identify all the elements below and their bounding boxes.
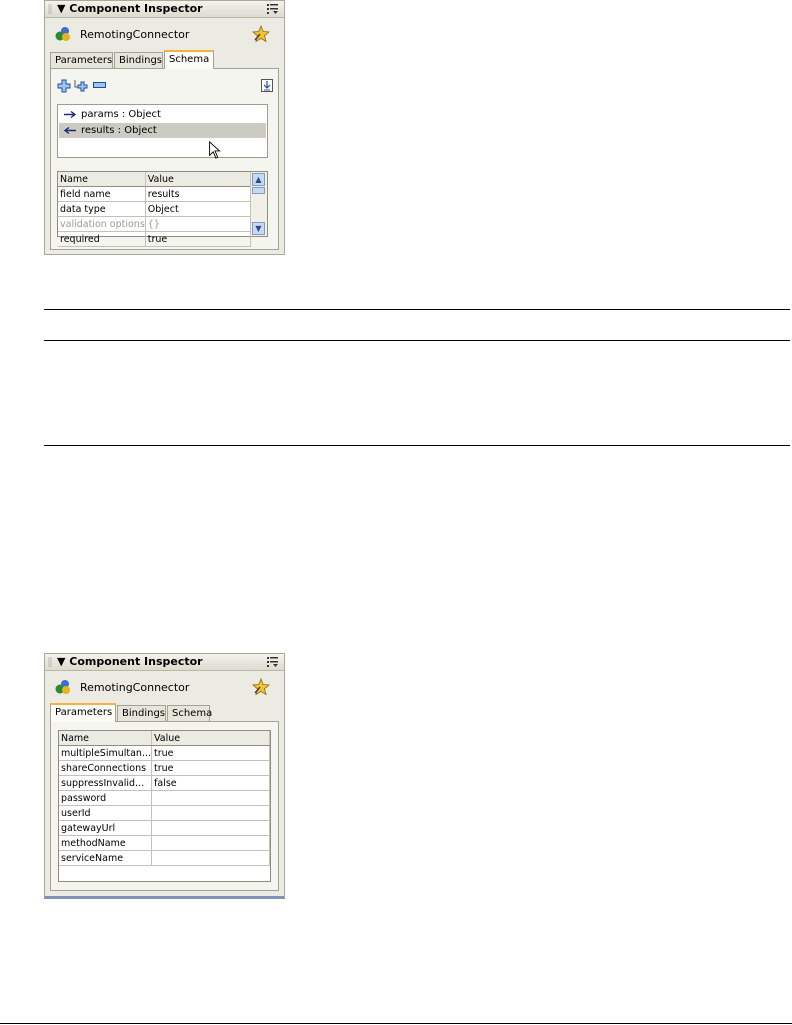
grid-cell-name: serviceName bbox=[59, 851, 152, 866]
options-menu-icon[interactable] bbox=[267, 3, 279, 14]
panel-title-label: Component Inspector bbox=[69, 655, 203, 668]
grid-cell-value[interactable] bbox=[152, 821, 270, 836]
component-name: RemotingConnector bbox=[80, 28, 190, 41]
schema-tree[interactable] bbox=[57, 104, 268, 158]
parameters-table bbox=[59, 731, 270, 866]
tab-strip bbox=[50, 703, 280, 722]
grid-header-value: Value bbox=[152, 731, 270, 746]
schema-attributes-grid[interactable] bbox=[57, 171, 268, 245]
help-star-icon[interactable] bbox=[252, 25, 270, 43]
grid-cell-value[interactable] bbox=[152, 806, 270, 821]
schema-item-label: results : Object bbox=[81, 125, 157, 136]
grid-cell-value[interactable]: Object bbox=[145, 202, 250, 217]
grid-header-row bbox=[59, 731, 270, 746]
divider bbox=[44, 309, 790, 310]
grip-icon[interactable] bbox=[48, 4, 52, 14]
import-schema-icon[interactable] bbox=[261, 79, 273, 92]
grid-cell-value[interactable]: true bbox=[145, 232, 250, 247]
component-icon bbox=[54, 25, 72, 43]
grid-cell-name: field name bbox=[58, 187, 145, 202]
parameters-grid[interactable] bbox=[58, 730, 271, 882]
divider bbox=[44, 445, 790, 446]
grid-header-value: Value bbox=[145, 172, 250, 187]
options-menu-icon[interactable] bbox=[267, 656, 279, 667]
page-bottom-divider bbox=[0, 1023, 792, 1024]
grid-row[interactable] bbox=[59, 791, 270, 806]
grid-scrollbar[interactable] bbox=[250, 172, 267, 236]
grid-cell-name: gatewayUrl bbox=[59, 821, 152, 836]
panel-title-label: Component Inspector bbox=[69, 2, 203, 15]
grid-cell-name: validation options bbox=[60, 218, 145, 230]
help-star-icon[interactable] bbox=[252, 678, 270, 696]
tab-bindings[interactable]: Bindings bbox=[117, 705, 166, 721]
grid-row[interactable] bbox=[59, 806, 270, 821]
panel-title[interactable]: ▼ Component Inspector bbox=[57, 655, 203, 668]
tab-parameters[interactable]: Parameters bbox=[50, 703, 116, 722]
divider bbox=[44, 340, 790, 341]
panel-title[interactable]: ▼ Component Inspector bbox=[57, 2, 203, 15]
grid-cell-name: userId bbox=[59, 806, 152, 821]
remove-field-icon[interactable] bbox=[93, 82, 106, 88]
grid-cell-name: password bbox=[59, 791, 152, 806]
schema-item-label: params : Object bbox=[81, 109, 161, 120]
grid-row[interactable] bbox=[59, 776, 270, 791]
tab-parameters[interactable]: Parameters bbox=[50, 52, 113, 68]
grid-cell-name: multipleSimultan... bbox=[61, 747, 152, 759]
grid-row[interactable] bbox=[59, 746, 270, 761]
tab-bindings[interactable]: Bindings bbox=[114, 52, 163, 68]
arrow-left-icon bbox=[63, 123, 77, 138]
component-icon bbox=[54, 678, 72, 696]
grid-cell-name: suppressInvalid... bbox=[59, 776, 152, 791]
grid-row[interactable] bbox=[59, 836, 270, 851]
grid-row[interactable] bbox=[58, 217, 251, 232]
panel-titlebar[interactable] bbox=[45, 654, 284, 671]
arrow-right-icon bbox=[63, 107, 77, 122]
schema-item-results[interactable] bbox=[59, 123, 266, 138]
tab-strip bbox=[50, 50, 280, 69]
grid-row[interactable] bbox=[58, 187, 251, 202]
grid-cell-value[interactable]: true bbox=[152, 761, 270, 776]
grid-cell-value[interactable] bbox=[152, 836, 270, 851]
grid-row[interactable] bbox=[59, 821, 270, 836]
scroll-up-button[interactable]: ▲ bbox=[252, 173, 265, 186]
grid-cell-name: shareConnections bbox=[59, 761, 152, 776]
grid-cell-value[interactable]: true bbox=[152, 746, 270, 761]
grid-cell-value[interactable]: results bbox=[145, 187, 250, 202]
grid-cell-value[interactable]: false bbox=[152, 776, 270, 791]
component-inspector-panel-schema bbox=[44, 0, 285, 255]
grid-row[interactable] bbox=[58, 202, 251, 217]
grid-cell-name: data type bbox=[58, 202, 145, 217]
scroll-thumb[interactable] bbox=[252, 187, 265, 194]
grip-icon[interactable] bbox=[48, 657, 52, 667]
grid-row[interactable] bbox=[59, 851, 270, 866]
grid-row[interactable] bbox=[58, 232, 251, 247]
grid-header-name: Name bbox=[59, 731, 152, 746]
grid-header-row bbox=[58, 172, 251, 187]
add-subfield-icon[interactable] bbox=[74, 79, 90, 93]
grid-cell-value[interactable] bbox=[152, 791, 270, 806]
component-name: RemotingConnector bbox=[80, 681, 190, 694]
attributes-table bbox=[58, 172, 251, 247]
grid-cell-name: required bbox=[58, 232, 145, 247]
grid-cell-value[interactable] bbox=[152, 851, 270, 866]
scroll-down-button[interactable]: ▼ bbox=[252, 222, 265, 235]
tab-schema[interactable]: Schema bbox=[167, 705, 210, 721]
add-field-icon[interactable] bbox=[57, 79, 71, 93]
grid-cell-name: methodName bbox=[59, 836, 152, 851]
mouse-cursor-icon bbox=[208, 141, 222, 159]
grid-row[interactable] bbox=[59, 761, 270, 776]
tab-schema[interactable]: Schema bbox=[164, 50, 214, 69]
schema-item-params[interactable] bbox=[59, 107, 266, 122]
grid-header-name: Name bbox=[58, 172, 145, 187]
grid-cell-value[interactable]: {} bbox=[145, 217, 250, 232]
parameters-content bbox=[50, 721, 279, 891]
panel-titlebar[interactable] bbox=[45, 1, 284, 18]
component-inspector-panel-parameters bbox=[44, 653, 285, 899]
schema-content bbox=[50, 68, 279, 250]
